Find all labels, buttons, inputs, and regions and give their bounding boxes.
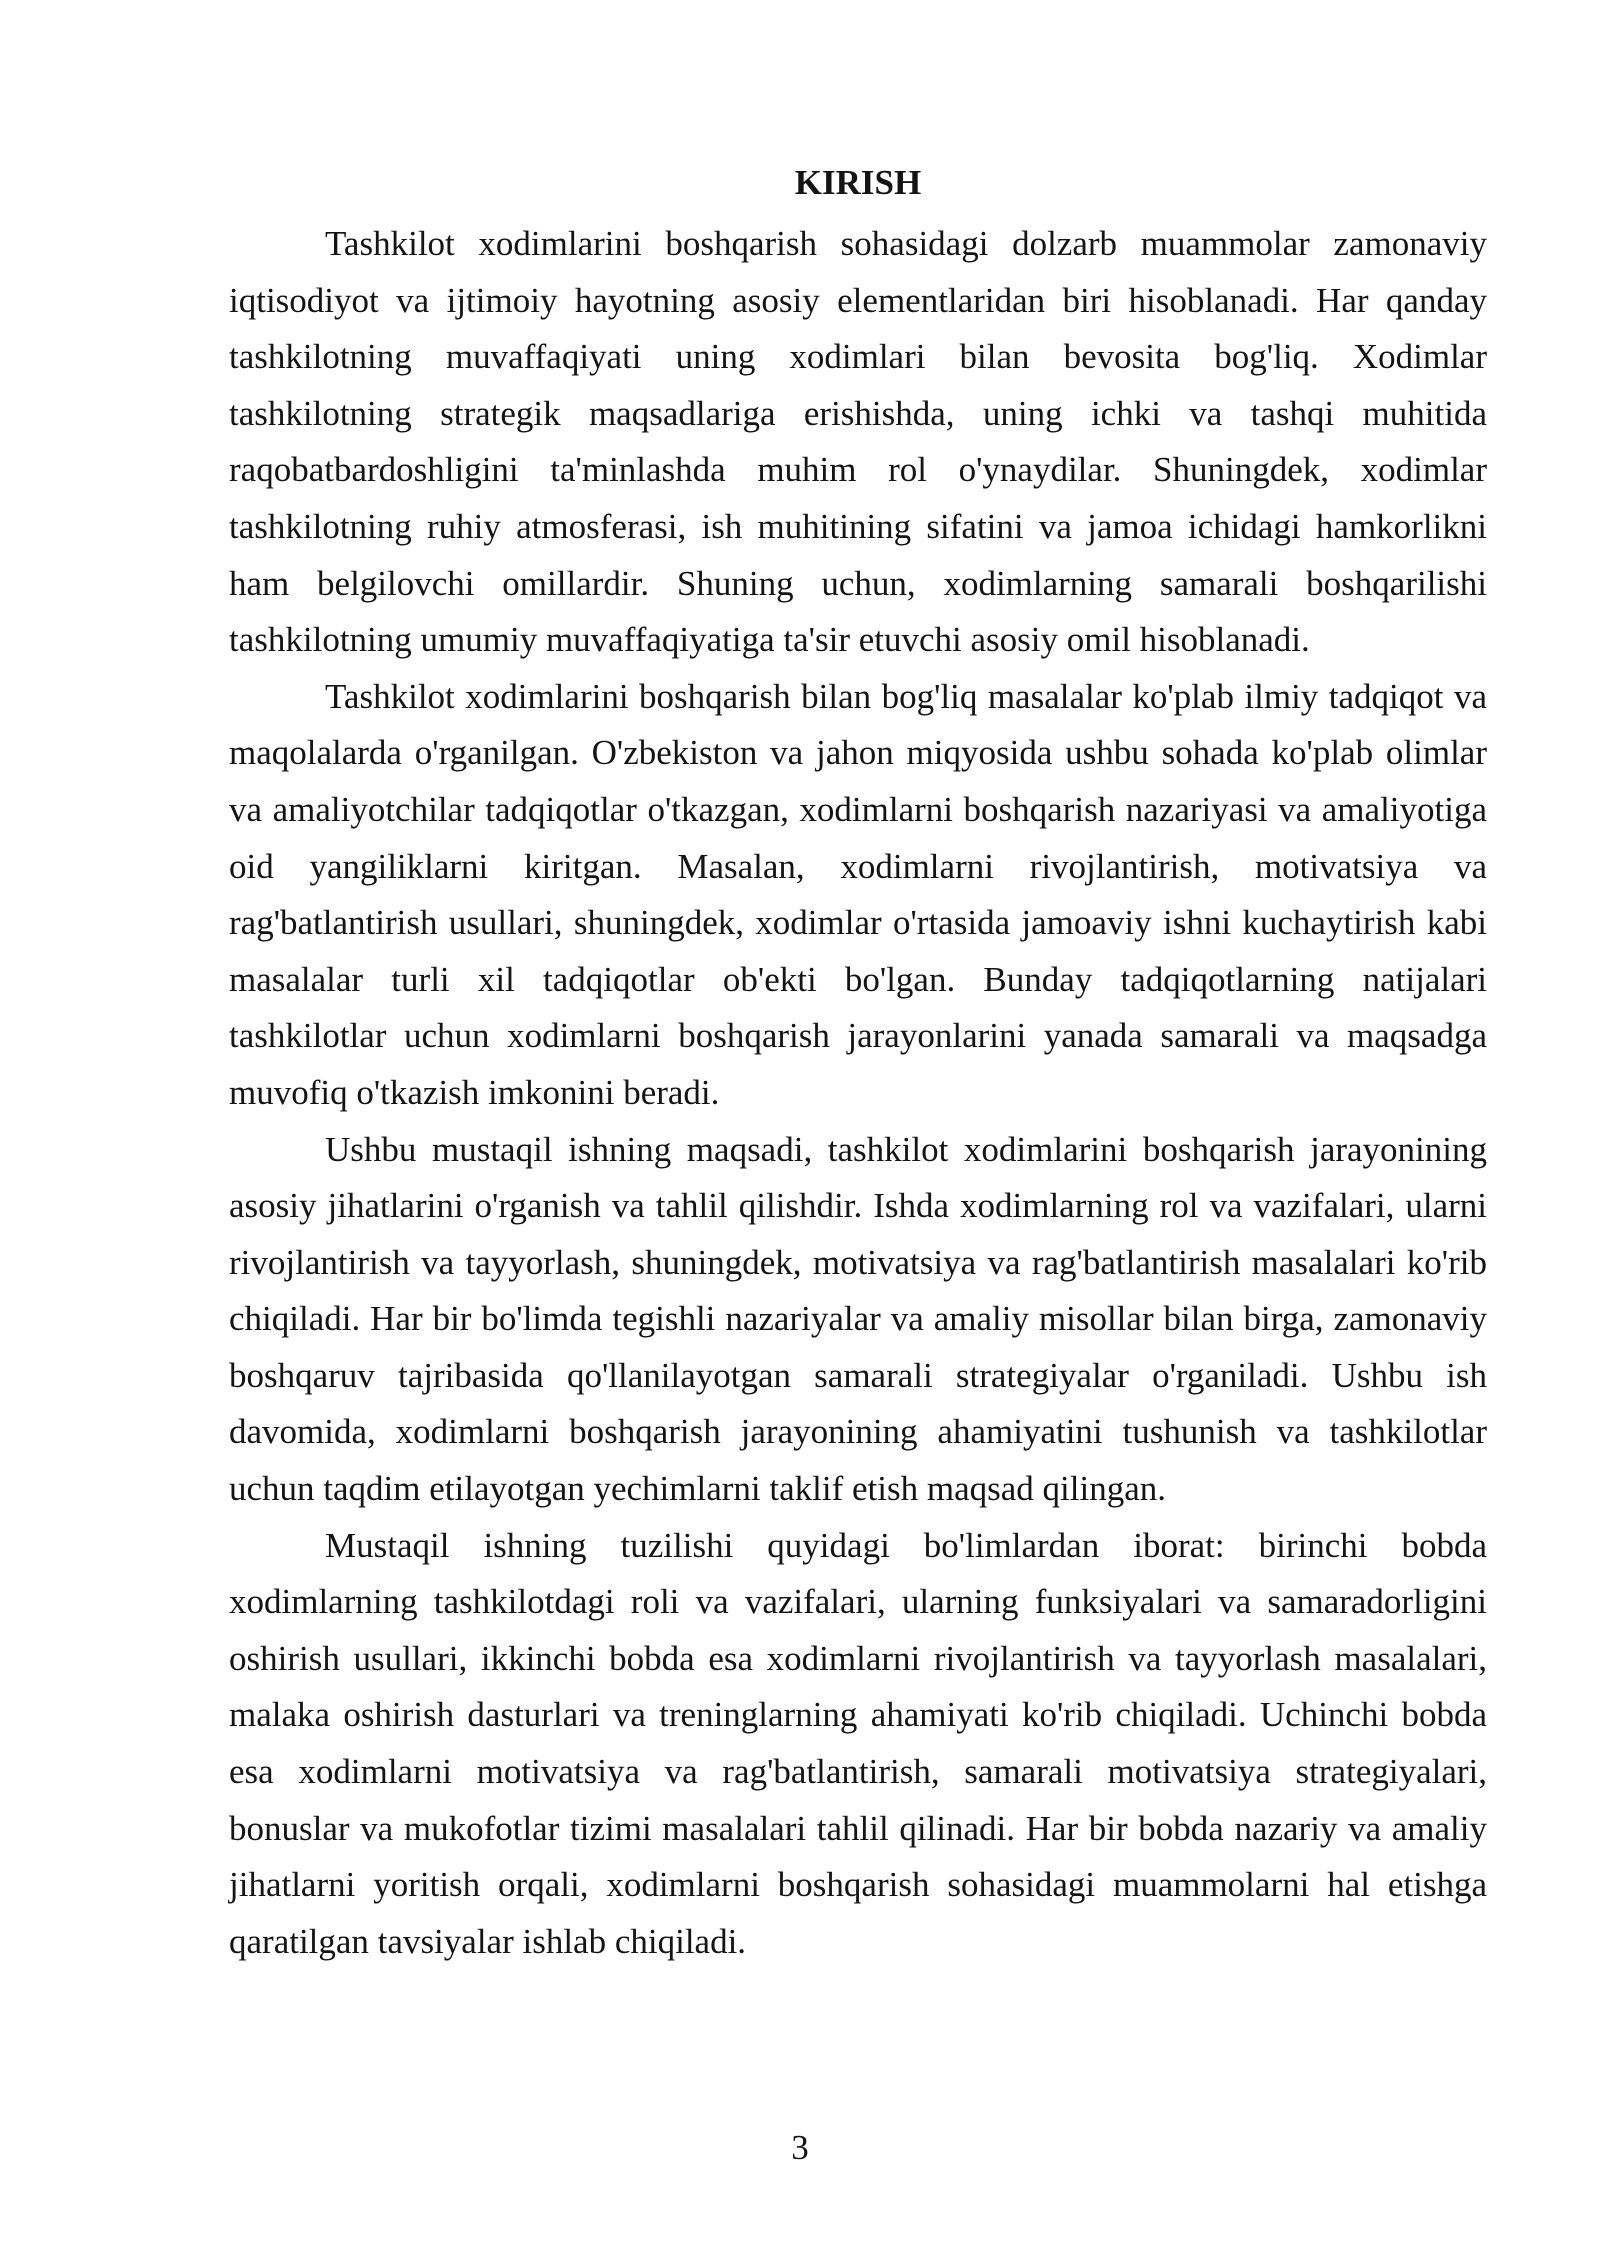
paragraph-4: Mustaqil ishning tuzilishi quyidagi bo'limlardan iborat: birinchi bobda xodimlarning tashkilotdagi roli va vazifalari, ularning funksiyalari va samaradorligini oshirish usullari, ikkinchi bobda esa xodimlarni rivojlantirish va tayyorlash masalalari, malaka oshirish dasturlari va treninglarning ahamiyati ko'rib chiqiladi. Uchinchi bobda esa xodimlarni motivatsiya va rag'batlantirish, samarali motivatsiya strategiyalari, bonuslar va mukofotlar tizimi masalalari tahlil qilinadi. Har bir bobda nazariy va amaliy jihatlarni yoritish orqali, xodimlarni boshqarish sohasidagi muammolarni hal etishga qaratilgan tavsiyalar ishlab chiqiladi. — [229, 1525, 1487, 1961]
page-title: KIRISH — [794, 163, 922, 202]
page-number: 3 — [791, 2128, 809, 2167]
paragraph-1: Tashkilot xodimlarini boshqarish sohasidagi dolzarb muammolar zamonaviy iqtisodiyot va ijtimoiy hayotning asosiy elementlaridan biri hisoblanadi. Har qanday tashkilotning muvaffaqiyati uning xodimlari bilan bevosita bog'liq. Xodimlar tashkilotning strategik maqsadlariga erishishda, uning ichki va tashqi muhitida raqobatbardoshligini ta'minlashda muhim rol o'ynaydilar. Shuningdek, xodimlar tashkilotning ruhiy atmosferasi, ish muhitining sifatini va jamoa ichidagi hamkorlikni ham belgilovchi omillardir. Shuning uchun, xodimlarning samarali boshqarilishi tashkilotning umumiy muvaffaqiyatiga ta'sir etuvchi asosiy omil hisoblanadi. — [229, 224, 1487, 660]
paragraph-2: Tashkilot xodimlarini boshqarish bilan bog'liq masalalar ko'plab ilmiy tadqiqot va maqolalarda o'rganilgan. O'zbekiston va jahon miqyosida ushbu sohada ko'plab olimlar va amaliyotchilar tadqiqotlar o'tkazgan, xodimlarni boshqarish nazariyasi va amaliyotiga oid yangiliklarni kiritgan. Masalan, xodimlarni rivojlantirish, motivatsiya va rag'batlantirish usullari, shuningdek, xodimlar o'rtasida jamoaviy ishni kuchaytirish kabi masalalar turli xil tadqiqotlar ob'ekti bo'lgan. Bunday tadqiqotlarning natijalari tashkilotlar uchun xodimlarni boshqarish jarayonlarini yanada samarali va maqsadga muvofiq o'tkazish imkonini beradi. — [229, 676, 1487, 1112]
page-content — [229, 160, 1487, 1970]
paragraph-3: Ushbu mustaqil ishning maqsadi, tashkilot xodimlarini boshqarish jarayonining asosiy jihatlarini o'rganish va tahlil qilishdir. Ishda xodimlarning rol va vazifalari, ularni rivojlantirish va tayyorlash, shuningdek, motivatsiya va rag'batlantirish masalalari ko'rib chiqiladi. Har bir bo'limda tegishli nazariyalar va amaliy misollar bilan birga, zamonaviy boshqaruv tajribasida qo'llanilayotgan samarali strategiyalar o'rganiladi. Ushbu ish davomida, xodimlarni boshqarish jarayonining ahamiyatini tushunish va tashkilotlar uchun taqdim etilayotgan yechimlarni taklif etish maqsad qilingan. — [229, 1129, 1487, 1509]
